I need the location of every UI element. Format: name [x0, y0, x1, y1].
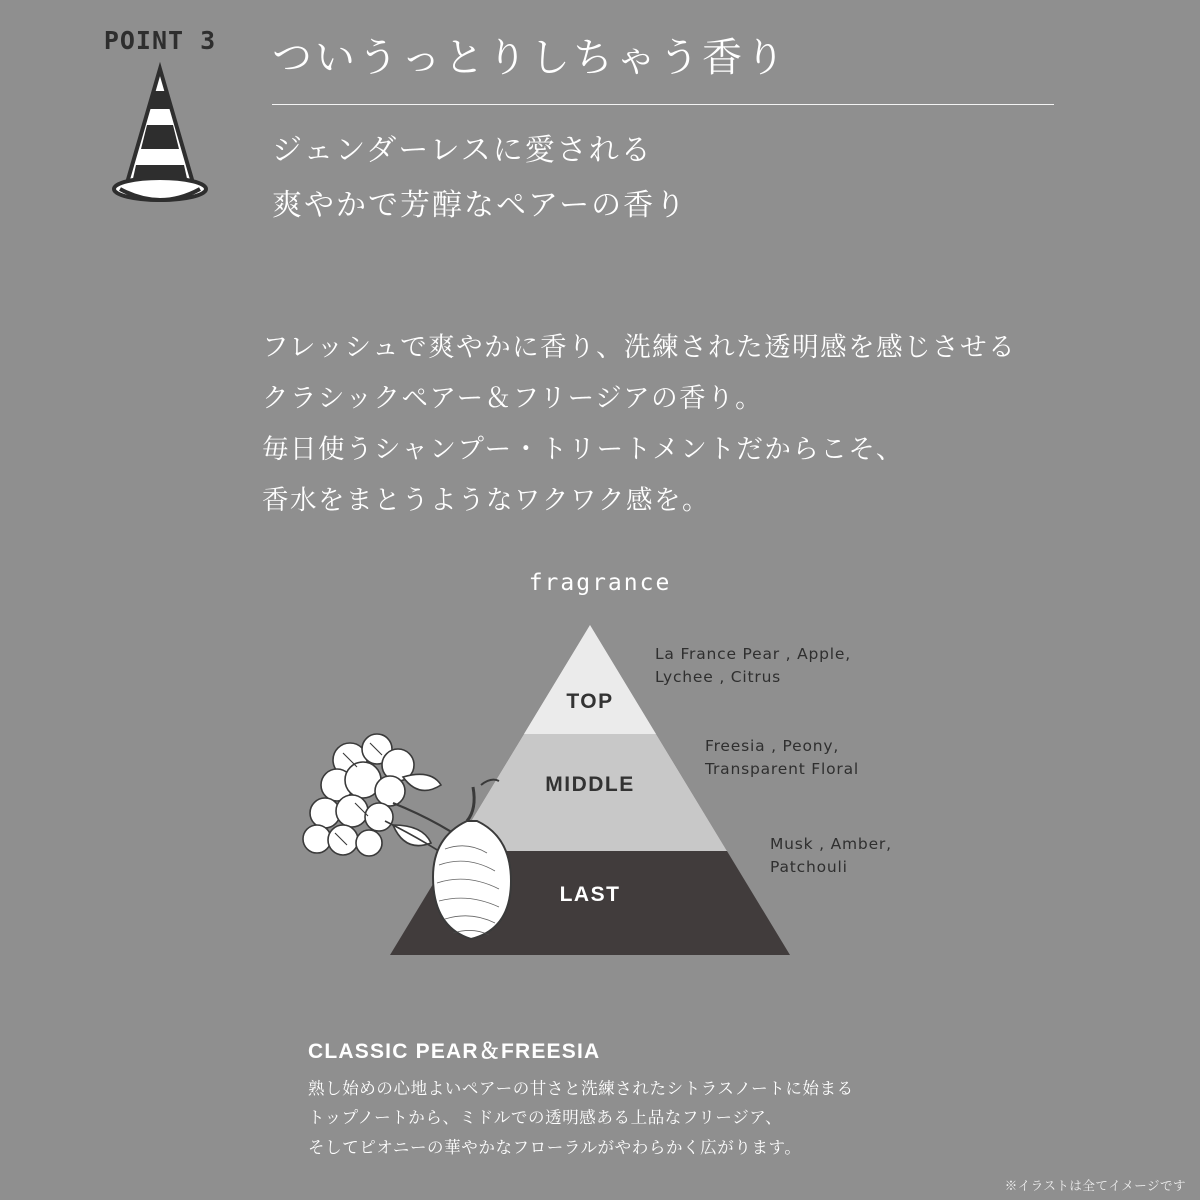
pyramid-notes-top-line-2: Lychee , Citrus: [655, 668, 782, 687]
subtitle-line-1: ジェンダーレスに愛される: [272, 134, 653, 167]
fragrance-name: CLASSIC PEAR＆FREESIA: [308, 1040, 601, 1063]
footer-block: [308, 1035, 1128, 1163]
pyramid-tier-label-middle: MIDDLE: [545, 773, 635, 796]
fragrance-section-title: fragrance: [528, 570, 672, 596]
pyramid-tier-label-last: LAST: [559, 883, 621, 906]
pyramid-notes-top-line-1: La France Pear , Apple,: [655, 645, 851, 663]
title-divider: [272, 104, 1054, 105]
pyramid-notes-top: [655, 643, 851, 690]
pyramid-notes-last-line-2: Patchouli: [770, 858, 848, 877]
pyramid-tier-label-top: TOP: [566, 690, 614, 713]
pyramid-notes-last-line-1: Musk , Amber,: [770, 835, 892, 853]
pear-and-freesia-illustration: [295, 725, 545, 965]
body-line-1: フレッシュで爽やかに香り、洗練された透明感を感じさせる: [262, 332, 1017, 362]
subtitle-line-2: 爽やかで芳醇なペアーの香り: [272, 188, 688, 222]
fragrance-description: [308, 1075, 1128, 1163]
traffic-cone-icon: [80, 61, 240, 211]
pyramid-notes-middle-line-2: Transparent Floral: [705, 760, 859, 779]
fragrance-description-line-3: そしてピオニーの華やかなフローラルがやわらかく広がります。: [308, 1138, 802, 1157]
fragrance-description-line-1: 熟し始めの心地よいペアーの甘さと洗練されたシトラスノートに始まる: [308, 1080, 854, 1098]
fragrance-pyramid-area: [300, 625, 920, 965]
header: [80, 28, 1120, 258]
point-badge: [80, 28, 240, 211]
fragrance-description-line-2: トップノートから、ミドルでの透明感ある上品なフリージア、: [308, 1109, 783, 1128]
pyramid-notes-last: [770, 833, 892, 880]
body-copy: [262, 322, 1162, 526]
pyramid-notes-middle-line-1: Freesia , Peony,: [705, 737, 840, 755]
page-title: ついうっとりしちゃう香り: [272, 36, 788, 80]
point-label: POINT 3: [103, 26, 217, 55]
illustration-disclaimer: ※イラストは全てイメージです: [1004, 1179, 1186, 1193]
body-line-4: 香水をまとうようなワクワク感を。: [262, 484, 710, 515]
body-line-2: クラシックペアー＆フリージアの香り。: [262, 382, 764, 413]
body-line-3: 毎日使うシャンプー・トリートメントだからこそ、: [262, 433, 904, 464]
pyramid-notes-middle: [705, 735, 859, 782]
header-text: [272, 34, 1122, 230]
